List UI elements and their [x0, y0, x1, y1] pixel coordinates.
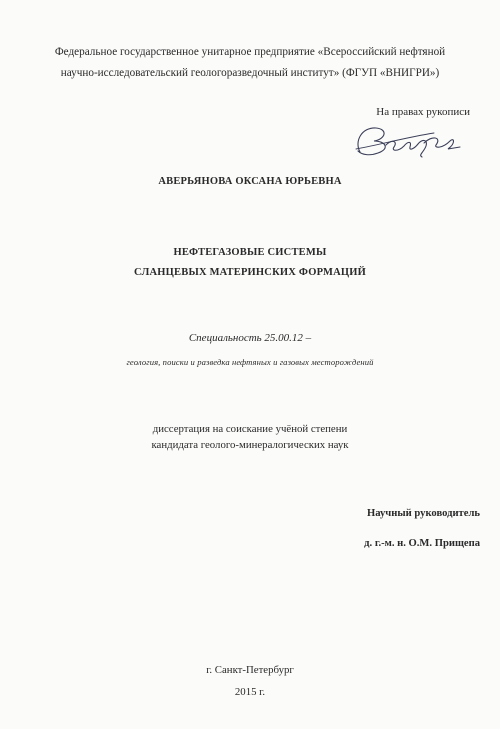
manuscript-rights-note: На правах рукописи [376, 106, 470, 118]
organization-line-2: научно-исследовательский геологоразведочный институт» (ФГУП «ВНИГРИ») [60, 67, 440, 79]
supervisor-name: д. г.-м. н. О.М. Прищепа [364, 538, 480, 549]
specialty-code: Специальность 25.00.12 – [188, 332, 312, 344]
year: 2015 г. [234, 686, 266, 698]
author-name: АВЕРЬЯНОВА ОКСАНА ЮРЬЕВНА [158, 176, 342, 187]
supervisor-block [364, 499, 480, 559]
degree-line-2: кандидата геолого-минералогических наук [151, 439, 349, 451]
title-line-2: СЛАНЦЕВЫХ МАТЕРИНСКИХ ФОРМАЦИЙ [133, 267, 366, 278]
degree-line-1: диссертация на соискание учёной степени [152, 423, 348, 435]
supervisor-label: Научный руководитель [367, 508, 480, 519]
specialty-description: геология, поиски и разведка нефтяных и газовых месторождений [126, 357, 374, 367]
city: г. Санкт-Петербург [206, 664, 294, 676]
organization-line-1: Федеральное государственное унитарное предприятие «Всероссийский нефтяной [54, 46, 446, 58]
degree-statement [0, 421, 500, 453]
dissertation-title [0, 243, 500, 283]
handwritten-signature [338, 119, 468, 161]
title-line-1: НЕФТЕГАЗОВЫЕ СИСТЕМЫ [173, 247, 327, 258]
organization-header [0, 42, 500, 84]
